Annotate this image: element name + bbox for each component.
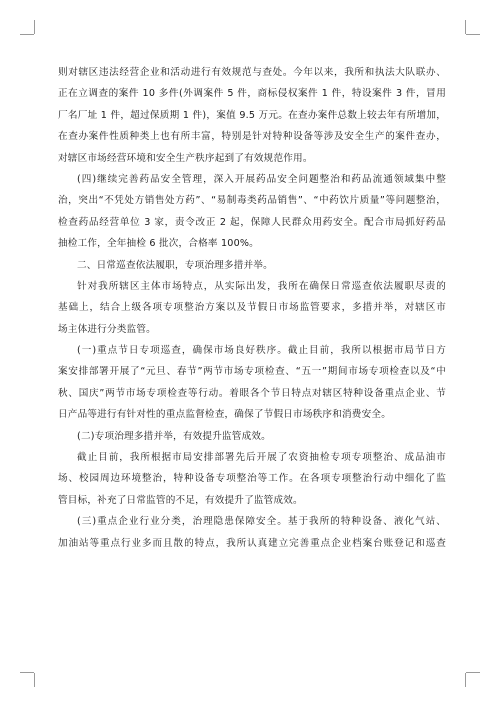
text-line: 截止目前，我所根据市局安排部署先后开展了农资抽检专项专项整治、成品油市 <box>77 452 446 464</box>
text-line: 秋、国庆”两节市场专项检查等行动。着眼各个节日特点对辖区特种设备重点企业、节 <box>58 387 446 399</box>
crop-mark-top-left-h <box>20 34 34 35</box>
crop-mark-bottom-right-h <box>466 672 480 673</box>
text-line: (二)专项治理多措并举，有效提升监管成效。 <box>77 430 271 442</box>
text-line: 场主体进行分类监管。 <box>58 323 156 335</box>
text-line: 基础上，结合上级各项专项整治方案以及节假日市场监管要求，多措并举，对辖区市 <box>58 302 446 314</box>
crop-mark-bottom-right-v <box>465 673 466 687</box>
text-line: 针对我所辖区主体市场特点，从实际出发，我所在确保日常巡查依法履职尽责的 <box>77 280 446 292</box>
text-line: 抽检工作，全年抽检 6 批次，合格率 100%。 <box>58 238 259 250</box>
text-line: 正在立调查的案件 10 多件(外调案件 5 件，商标侵权案件 1 件，特设案件 3 件，冒用 <box>58 88 446 100</box>
crop-mark-top-right-v <box>465 20 466 34</box>
body-text <box>58 62 446 554</box>
text-line: 在查办案件性质种类上也有所丰富，特别是针对特种设备等涉及安全生产的案件查办， <box>58 131 446 143</box>
crop-mark-bottom-left-v <box>34 673 35 687</box>
text-line: 加油站等重点行业多而且散的特点，我所认真建立完善重点企业档案台账登记和巡查 <box>58 537 446 549</box>
crop-mark-bottom-left-h <box>20 672 34 673</box>
text-line: 二、日常巡查依法履职，专项治理多措并举。 <box>77 259 273 271</box>
text-line: 管目标，补充了日常监管的不足，有效提升了监管成效。 <box>58 494 303 506</box>
text-line: 厂名厂址 1 件，超过保质期 1 件)，案值 9.5 万元。在查办案件总数上较去年有所增加， <box>58 109 446 121</box>
text-line: 案安排部署开展了“元旦、春节”两节市场专项检查、“五一”期间市场专项检查以及“中 <box>58 366 446 378</box>
text-line: (四)继续完善药品安全管理，深入开展药品安全问题整治和药品流通领域集中整 <box>77 173 446 185</box>
text-line: 日产品等进行有针对性的重点监督检查，确保了节假日市场秩序和消费安全。 <box>58 409 391 421</box>
text-line: (一)重点节日专项巡查，确保市场良好秩序。截止目前，我所以根据市局节日方 <box>77 345 446 357</box>
text-line: (三)重点企业行业分类，治理隐患保障安全。基于我所的特种设备、液化气站、 <box>77 516 446 528</box>
crop-mark-top-left-v <box>34 20 35 34</box>
crop-mark-top-right-h <box>466 34 480 35</box>
text-line: 场、校园周边环境整治，特种设备专项整治等工作。在各项专项整治行动中细化了监 <box>58 473 446 485</box>
text-line: 治，突出“不凭处方销售处方药”、“易制毒类药品销售”、“中药饮片质量”等问题整治， <box>58 195 446 207</box>
text-line: 则对辖区违法经营企业和活动进行有效规范与查处。今年以来，我所和执法大队联办、 <box>58 67 446 78</box>
text-line: 对辖区市场经营环境和安全生产秩序起到了有效规范作用。 <box>58 152 313 164</box>
text-line: 检查药品经营单位 3 家，责令改正 2 起，保障人民群众用药安全。配合市局抓好药品 <box>58 216 446 228</box>
